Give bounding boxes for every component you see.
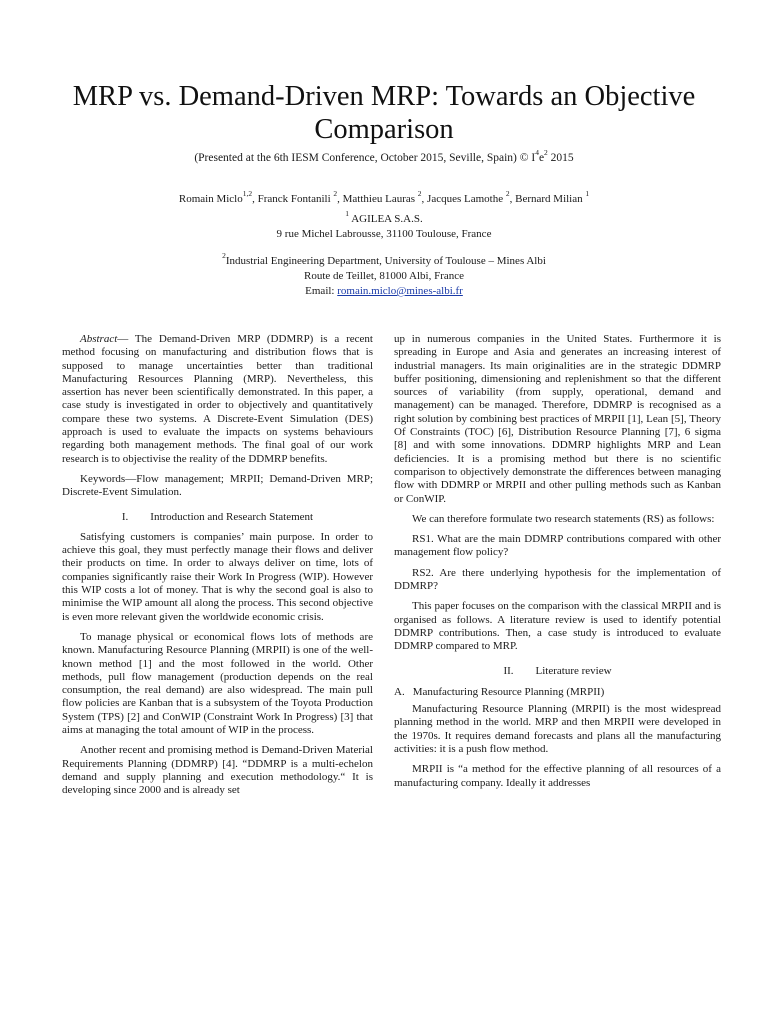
conference-sup-2: 2 [544, 148, 548, 158]
paragraph: MRPII is “a method for the effective planning of all resources of a manufacturing company. Ideally it addresses [394, 763, 721, 789]
affiliation-2 [60, 251, 708, 299]
conference-note-mid: e [538, 152, 545, 164]
author: Romain Miclo$^{1,2}$ [178, 189, 253, 205]
paragraph: up in numerous companies in the United States. Furthermore it is spreading in Europe and Asia and generates an increasing interest of industrial managers. Its main originalities are in the strategic DDMRP buffer positioning, dimensioning and replenishment so that the different sources of variability (from supply, operational, demand and management) can be managed. Therefore, DDMRP is recognised as a right solution by combining best practices of MRPII [1], Lean [5], Theory Of Constraints (TOC) [6], Distribution Resource Planning [7], 6 sigma [8] and with some innovations. DDMRP highlights MRP and Lean deficiencies. It is a promising method but there is no scientific comparison to objectively demonstrate the differences between managing flow with DDMRP or MRPII and other pulling methods such as Kanban or ConWIP. [394, 333, 721, 505]
author: Franck Fontanili $^2$ [257, 189, 338, 205]
right-column [394, 333, 721, 797]
email-link[interactable]: romain.miclo@mines-albi.fr [337, 285, 463, 297]
affiliation-2-name: $^2$Industrial Engineering Department, University of Toulouse – Mines Albi [222, 251, 546, 267]
affiliation-2-email: Email: romain.miclo@mines-albi.fr [305, 285, 463, 297]
paragraph: Satisfying customers is companies’ main purpose. In order to achieve this goal, they must perfectly manage their flows and deliver their products on time. In order to always deliver on time, lots of companies significantly raise their Work In Progress (WIP). However this WIP costs a lot of money. That is why the second goal is also to minimise the WIP amount all along the process. This second objective is even more relevant given the worldwide economic crisis. [62, 530, 373, 623]
author: Bernard Milian $^1$ [515, 189, 590, 205]
subsection-a-heading: A. Manufacturing Resource Planning (MRPII) [394, 685, 605, 698]
left-column [62, 333, 373, 805]
section-2-heading: II. Literature review [503, 664, 612, 677]
paragraph: Manufacturing Resource Planning (MRPII) is the most widespread planning method in the world. MRP and then MRPII were developed in the 1970s. It requires demand forecasts and plans all the manufacturing activities: it is a push flow method. [394, 703, 721, 756]
affiliation-2-address: Route de Teillet, 81000 Albi, France [303, 270, 465, 282]
paragraph: This paper focuses on the comparison with the classical MRPII and is organised as follows. A literature review is used to identify potential DDMRP contributions. Then, a case study is introduced to evaluate DDMRP compared to MRP. [394, 600, 721, 653]
paragraph: We can therefore formulate two research statements (RS) as follows: [412, 512, 715, 525]
affiliation-1-name: $^1$ AGILEA S.A.S. [345, 209, 423, 225]
conference-note [60, 148, 708, 165]
conference-note-tail: 2015 [547, 152, 574, 164]
paragraph: To manage physical or economical flows lots of methods are known. Manufacturing Resource Planning (MRPII) is one of the well-known method [1] and the most followed in the world. Other methods, pull flow management (production depends on the real consumption, the real demand) are also widespread. The main pull flow policies are Kanban that is a subsystem of the Toyota Production System (TPS) [2] and ConWIP (Constraint Work In Progress) [3] that aims at managing the total amount of WIP in the process. [62, 630, 373, 737]
author-list: Romain Miclo$^{1,2}$, Franck Fontanili $^2$, Matthieu Lauras $^2$, Jacques Lamothe $^2$, Bernard Milian $^1$ [178, 189, 590, 205]
paragraph: Another recent and promising method is Demand-Driven Material Requirements Planning (DDMRP) [4]. “DDMRP is a multi-echelon demand and supply planning and execution methodology.“ It is developing since 2000 and is already set [62, 744, 373, 797]
paper-title: MRP vs. Demand-Driven MRP: Towards an Objective Comparison [72, 81, 696, 145]
section-1-heading: I. Introduction and Research Statement [121, 510, 314, 523]
author: Jacques Lamothe $^2$ [427, 189, 510, 205]
abstract: Abstract— The Demand-Driven MRP (DDMRP) is a recent method focusing on manufacturing and distribution flows that is supposed to manage uncertainties better than traditional Manufacturing Resources Planning (MRP). Nevertheless, this assertion has never been scientifically demonstrated. In this paper, a case study is investigated in order to objectively and quantitatively compare these two systems. A Discrete-Event Simulation (DES) approach is used to evaluate the impacts on systems behaviours regarding both management methods. The final goal of our work research is to objectivise the reality of the DDMRP benefits. [62, 333, 373, 465]
research-statement-2: RS2. Are there underlying hypothesis for the implementation of DDMRP? [394, 566, 721, 593]
conference-sup-1: 4 [535, 148, 539, 158]
author: Matthieu Lauras $^2$ [342, 189, 422, 205]
affiliation-1 [60, 209, 708, 242]
conference-note-text: (Presented at the 6th IESM Conference, October 2015, Seville, Spain) © I [194, 152, 536, 164]
research-statement-1: RS1. What are the main DDMRP contributions compared with other management flow policy? [394, 533, 721, 559]
affiliation-1-address: 9 rue Michel Labrousse, 31100 Toulouse, France [276, 228, 492, 240]
keywords: Keywords—Flow management; MRPII; Demand-Driven MRP; Discrete-Event Simulation. [62, 472, 373, 499]
